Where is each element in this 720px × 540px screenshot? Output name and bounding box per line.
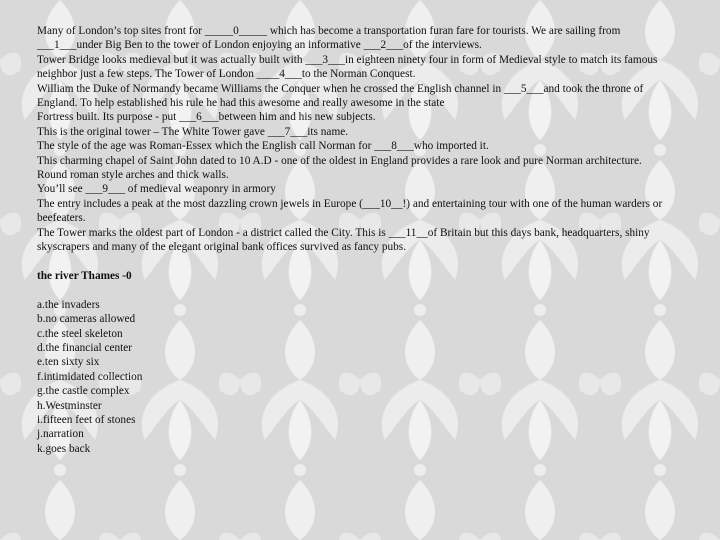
paragraph: William the Duke of Normandy became Williams the Conquer when he crossed the English channel in ___5___and took the throne of England. To help established his rule he had this awesome and really awesome in the state [37, 82, 644, 110]
option-item: e.ten sixty six [37, 356, 100, 369]
paragraph: This charming chapel of Saint John dated to 10 A.D - one of the oldest in England provides a rare look and pure Norman architecture. [37, 154, 642, 167]
option-item: g.the castle complex [37, 385, 130, 398]
option-item: d.the financial center [37, 341, 133, 354]
paragraph: Fortress built. Its purpose - put ___6___between him and his new subjects. [37, 111, 376, 124]
paragraph: The style of the age was Roman-Essex which the English call Norman for ___8___who imported it. [37, 140, 489, 153]
option-item: f.intimidated collection [37, 370, 143, 383]
option-item: c.the steel skeleton [37, 327, 123, 340]
document-body [37, 24, 677, 456]
paragraph: The Tower marks the oldest part of London - a district called the City. This is ___11__of Britain but this days bank, headquarters, shiny skyscrapers and many of the elegant original bank offices survived as fancy pubs. [37, 226, 650, 254]
paragraph: This is the original tower – The White Tower gave ___7___its name. [37, 125, 349, 138]
option-item: h.Westminster [37, 399, 102, 412]
paragraph: Many of London’s top sites front for _____0_____ which has become a transportation furan fare for tourists. We are sailing from ___1___under Big Ben to the tower of London enjoying an informative ___2___of the interviews. [37, 25, 621, 52]
option-item: b.no cameras allowed [37, 313, 136, 326]
paragraph: Tower Bridge looks medieval but it was actually built with ___3___in eighteen ninety four in form of Medieval style to match its famous neighbor just a few steps. The Tower of London ____4___to the Norman Conquest. [37, 53, 658, 81]
option-item: i.fifteen feet of stones [37, 413, 136, 426]
answer-key-heading: the river Thames -0 [37, 269, 132, 282]
paragraph: The entry includes a peak at the most dazzling crown jewels in Europe (___10__!) and entertaining tour with one of the human warders or beefeaters. [37, 197, 663, 225]
option-item: k.goes back [37, 442, 91, 455]
option-item: j.narration [37, 428, 84, 441]
option-item: a.the invaders [37, 298, 100, 311]
paragraph: Round roman style arches and thick walls. [37, 169, 229, 182]
spacer [37, 255, 677, 269]
paragraph: You’ll see ___9___ of medieval weaponry in armory [37, 183, 276, 196]
spacer [37, 283, 677, 297]
options-list [37, 298, 677, 456]
